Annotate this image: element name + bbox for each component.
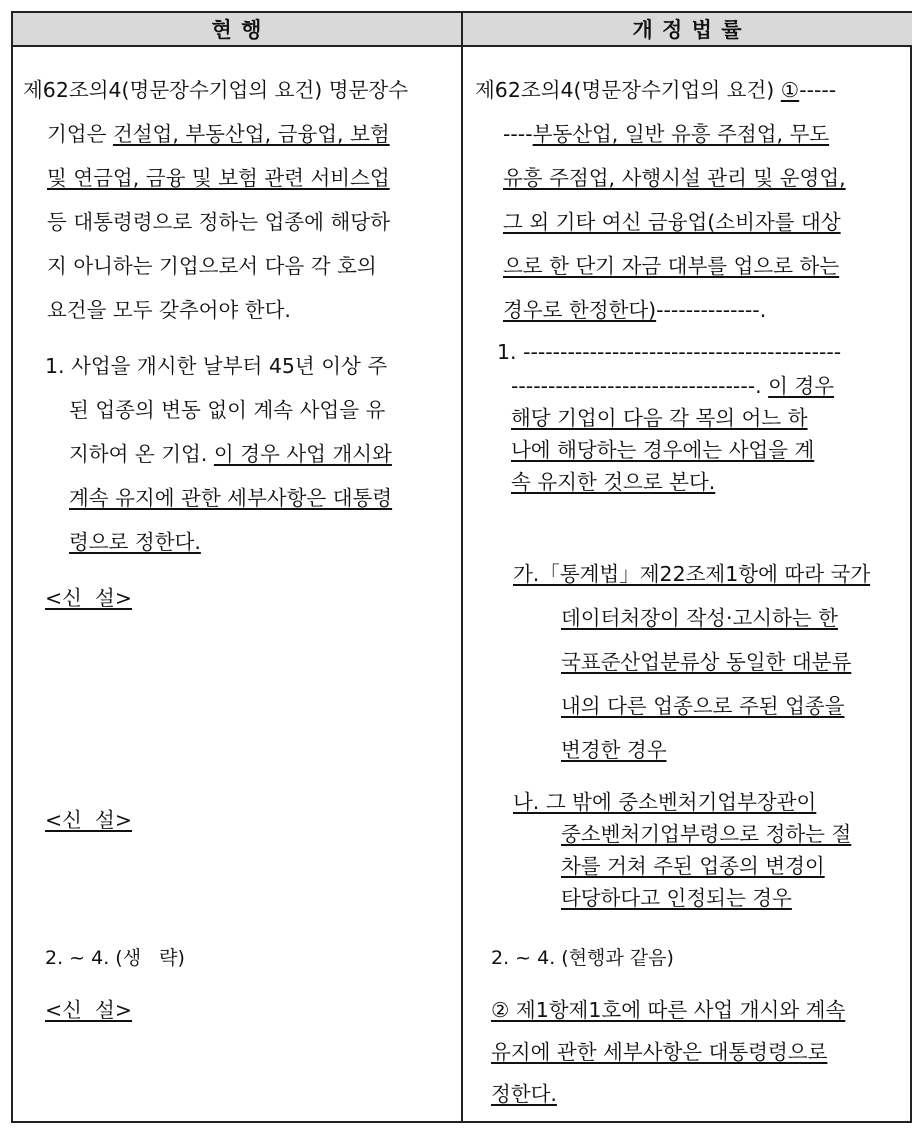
left-line-2a: 기업은 — [47, 122, 113, 146]
right-ga-line2: 데이터처장이 작성·고시하는 한 — [561, 606, 838, 630]
left-article-title: 제62조의4(명문장수기업의 요건) 명문장수 — [23, 78, 409, 102]
left-item1-line5: 령으로 정한다. — [69, 530, 201, 554]
right-ga-line5: 변경한 경우 — [561, 738, 667, 762]
right-item1-line2a: ---------------------------------. — [511, 374, 769, 398]
left-new-marker-2: <신 설> — [45, 808, 132, 832]
right-article-title — [475, 77, 836, 103]
right-line-6 — [503, 297, 766, 323]
left-line-6: 요건을 모두 갖추어야 한다. — [47, 298, 291, 322]
right-line-2 — [503, 121, 829, 147]
right-na-line2: 중소벤처기업부령으로 정하는 절 — [561, 822, 852, 846]
right-line-6b: --------------. — [656, 298, 767, 322]
right-na-line3: 차를 거쳐 주된 업종의 변경이 — [561, 854, 825, 878]
left-new-marker-3: <신 설> — [45, 998, 132, 1022]
left-line-2b: 건설업, 부동산업, 금융업, 보험 — [112, 122, 390, 146]
header-revised: 개 정 법 률 — [463, 13, 912, 47]
right-title-b: ① — [780, 78, 800, 102]
right-line-5: 으로 한 단기 자금 대부를 업으로 하는 — [503, 254, 840, 278]
comparison-table — [11, 11, 912, 1123]
right-para2-line2: 유지에 관한 세부사항은 대통령령으로 — [491, 1040, 828, 1064]
header-current: 현 행 — [13, 13, 461, 47]
right-item1-line1: 1. ------------------------------------------- — [497, 340, 842, 364]
right-na-line1: 나. 그 밖에 중소벤처기업부장관이 — [513, 790, 817, 814]
left-line-5: 지 아니하는 기업으로서 다음 각 호의 — [47, 254, 377, 278]
right-title-a: 제62조의4(명문장수기업의 요건) — [475, 78, 781, 102]
right-item1-line4: 나에 해당하는 경우에는 사업을 계 — [511, 438, 815, 462]
left-item1-line4: 계속 유지에 관한 세부사항은 대통령 — [69, 486, 393, 510]
left-item1-line2: 된 업종의 변동 없이 계속 사업을 유 — [69, 398, 386, 422]
left-line-4: 등 대통령령으로 정하는 업종에 해당하 — [47, 210, 390, 234]
right-ga-line1: 가.「통계법」제22조제1항에 따라 국가 — [513, 562, 871, 586]
right-na-line4: 타당하다고 인정되는 경우 — [561, 886, 792, 910]
right-line-6a: 경우로 한정한다) — [503, 298, 657, 322]
right-item1-line2b: 이 경우 — [768, 374, 835, 398]
right-item1-line2 — [511, 373, 834, 399]
right-title-c: ----- — [799, 78, 837, 102]
left-item1-line3a: 지하여 온 기업. — [69, 442, 214, 466]
left-item1-line3 — [69, 441, 392, 467]
left-line-3: 및 연금업, 금융 및 보험 관련 서비스업 — [47, 166, 390, 190]
right-ga-line4: 내의 다른 업종으로 주된 업종을 — [561, 694, 845, 718]
left-item1-line1: 1. 사업을 개시한 날부터 45년 이상 주 — [45, 354, 388, 378]
right-line-2a: ---- — [503, 122, 533, 146]
left-item1-line3b: 이 경우 사업 개시와 — [213, 442, 392, 466]
left-line-2 — [47, 121, 390, 147]
left-items-2-4: 2. ~ 4. (생 략) — [45, 947, 185, 969]
right-items-2-4: 2. ~ 4. (현행과 같음) — [491, 947, 674, 969]
right-line-4: 그 외 기타 여신 금융업(소비자를 대상 — [503, 210, 841, 234]
right-item1-line5: 속 유지한 것으로 본다. — [511, 470, 716, 494]
left-new-marker-1: <신 설> — [45, 586, 132, 610]
right-line-3: 유흥 주점업, 사행시설 관리 및 운영업, — [503, 166, 846, 190]
column-divider — [461, 13, 463, 1121]
right-line-2b: 부동산업, 일반 유흥 주점업, 무도 — [532, 122, 830, 146]
right-ga-line3: 국표준산업분류상 동일한 대분류 — [561, 650, 852, 674]
right-para2-line1: ② 제1항제1호에 따른 사업 개시와 계속 — [491, 998, 846, 1022]
right-para2-line3: 정한다. — [491, 1082, 557, 1106]
right-item1-line3: 해당 기업이 다음 각 목의 어느 하 — [511, 406, 808, 430]
